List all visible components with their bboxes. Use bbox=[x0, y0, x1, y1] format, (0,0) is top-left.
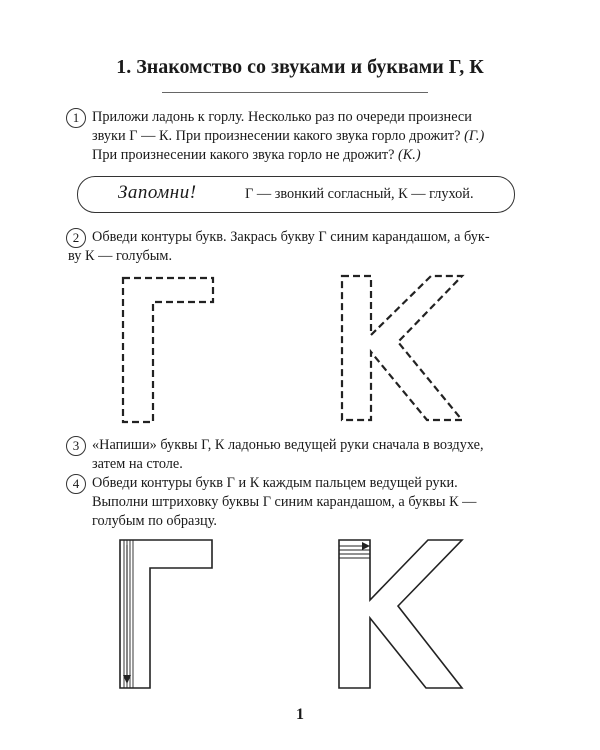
task-text-line: ву К — голубым. bbox=[68, 248, 173, 264]
answer-hint: (Г.) bbox=[464, 128, 485, 144]
remember-rule: Г — звонкий согласный, К — глухой. bbox=[245, 186, 474, 202]
arrow-head bbox=[362, 542, 370, 550]
answer-hint: (К.) bbox=[398, 147, 421, 163]
page-title: 1. Знакомство со звуками и буквами Г, К bbox=[116, 56, 484, 78]
task-text-line: «Напиши» буквы Г, К ладонью ведущей руки сначала в воздухе, bbox=[92, 437, 484, 453]
remember-label: Запомни! bbox=[118, 182, 197, 203]
task-text-line: голубым по образцу. bbox=[92, 513, 217, 529]
hatched-letter-k[interactable] bbox=[339, 540, 462, 688]
task-number-badge: 2 bbox=[66, 228, 86, 248]
task-text-line: Обведи контуры букв Г и К каждым пальцем ведущей руки. bbox=[92, 475, 458, 491]
page-number: 1 bbox=[296, 706, 304, 723]
task-text-line: Обведи контуры букв. Закрась букву Г синим карандашом, а бук- bbox=[92, 229, 490, 245]
task-text-line: Приложи ладонь к горлу. Несколько раз по очереди произнеси bbox=[92, 109, 472, 125]
task-text-line: Выполни штриховку буквы Г синим карандашом, а буквы К — bbox=[92, 494, 477, 510]
dashed-letter-k[interactable] bbox=[342, 276, 462, 420]
task-number-badge: 4 bbox=[66, 474, 86, 494]
task-number-badge: 1 bbox=[66, 108, 86, 128]
task-text: звуки Г — К. При произнесении какого звука горло дрожит? bbox=[92, 128, 461, 144]
task-text-line: затем на столе. bbox=[92, 456, 183, 472]
dashed-letter-g[interactable] bbox=[123, 278, 213, 422]
task-number-badge: 3 bbox=[66, 436, 86, 456]
hatched-letter-g[interactable] bbox=[120, 540, 212, 688]
task-text: При произнесении какого звука горло не дрожит? bbox=[92, 147, 395, 163]
